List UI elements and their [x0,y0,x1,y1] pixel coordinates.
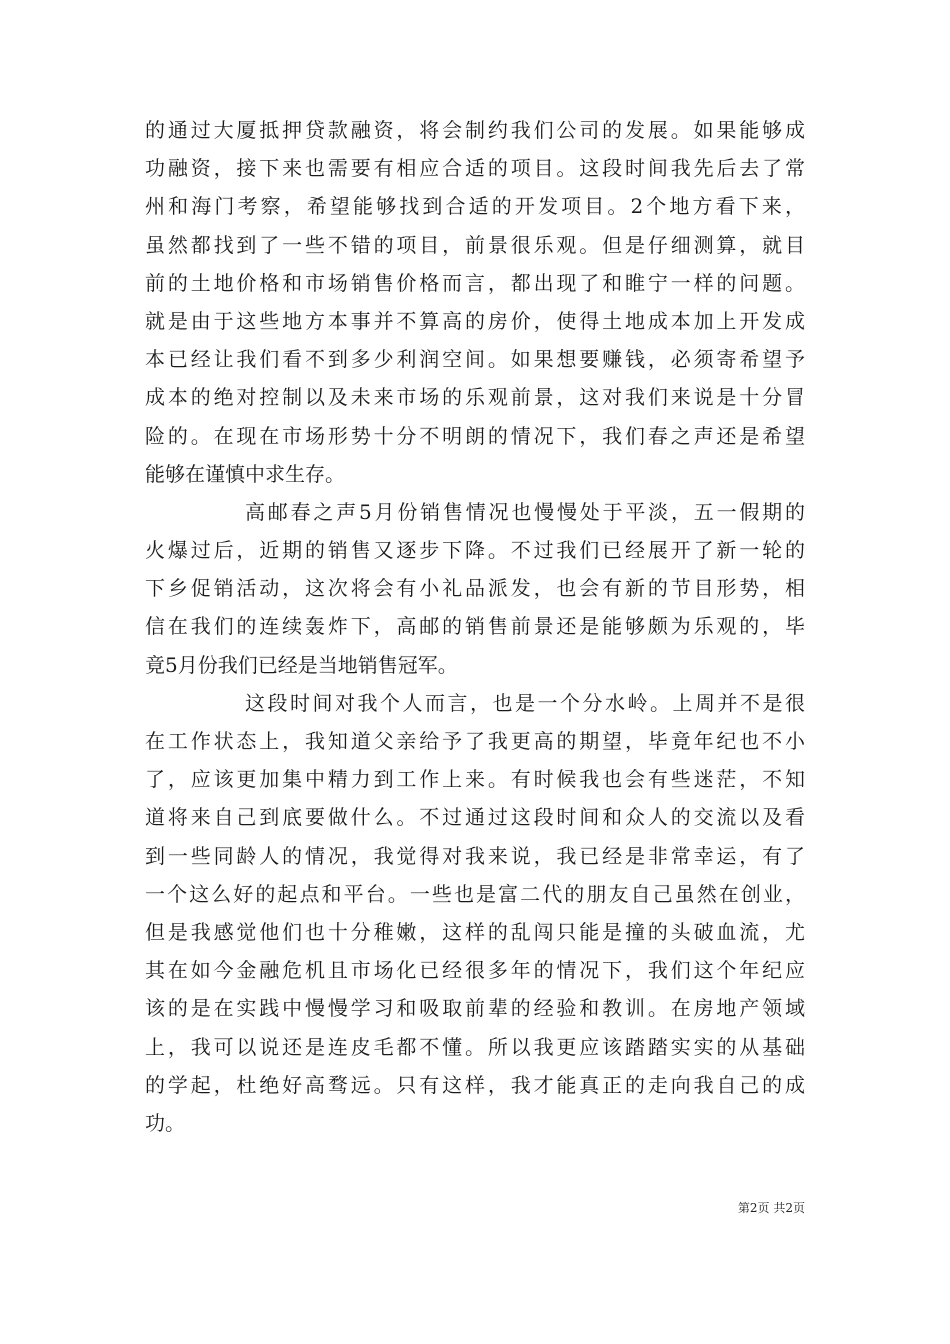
paragraph-line: 了，应该更加集中精力到工作上来。有时候我也会有些迷茫，不知 [145,767,805,792]
paragraph-line: 的通过大厦抵押贷款融资，将会制约我们公司的发展。如果能够成 [145,118,805,142]
paragraph-line: 上，我可以说还是连皮毛都不懂。所以我更应该踏踏实实的从基础 [145,1034,805,1059]
paragraph-line: 到一些同龄人的情况，我觉得对我来说，我已经是非常幸运，有了 [145,843,805,868]
paragraph-line: 这段时间对我个人而言，也是一个分水岭。上周并不是很 [245,690,805,715]
paragraph-line: 本已经让我们看不到多少利润空间。如果想要赚钱，必须寄希望予 [145,347,805,372]
paragraph-2 [145,493,805,684]
paragraph-line: 竟5月份我们已经是当地销售冠军。 [145,652,458,677]
paragraph-3 [145,684,805,1142]
paragraph-line: 能够在谨慎中求生存。 [145,461,345,486]
paragraph-line: 在工作状态上，我知道父亲给予了我更高的期望，毕竟年纪也不小 [145,729,805,753]
paragraph-line: 前的土地价格和市场销售价格而言，都出现了和睢宁一样的问题。 [145,270,805,295]
paragraph-line: 州和海门考察，希望能够找到合适的开发项目。2个地方看下来， [145,194,805,219]
paragraph-line: 该的是在实践中慢慢学习和吸取前辈的经验和教训。在房地产领域 [145,996,805,1021]
paragraph-line: 道将来自己到底要做什么。不过通过这段时间和众人的交流以及看 [145,805,805,830]
paragraph-line: 成本的绝对控制以及未来市场的乐观前景，这对我们来说是十分冒 [145,385,805,410]
paragraph-line: 火爆过后，近期的销售又逐步下降。不过我们已经展开了新一轮的 [145,538,805,563]
paragraph-line: 一个这么好的起点和平台。一些也是富二代的朋友自己虽然在创业， [145,881,805,906]
paragraph-line: 虽然都找到了一些不错的项目，前景很乐观。但是仔细测算，就目 [145,232,805,257]
paragraph-line: 险的。在现在市场形势十分不明朗的情况下，我们春之声还是希望 [145,423,805,448]
paragraph-line: 的学起，杜绝好高骛远。只有这样，我才能真正的走向我自己的成 [145,1072,805,1097]
body-text [145,111,805,1142]
paragraph-line: 下乡促销活动，这次将会有小礼品派发，也会有新的节目形势，相 [145,576,805,601]
paragraph-line: 就是由于这些地方本事并不算高的房价，使得土地成本加上开发成 [145,308,805,333]
paragraph-line: 其在如今金融危机且市场化已经很多年的情况下，我们这个年纪应 [145,958,805,983]
paragraph-1 [145,111,805,493]
paragraph-line: 信在我们的连续轰炸下，高邮的销售前景还是能够颇为乐观的，毕 [145,614,805,639]
paragraph-line: 但是我感觉他们也十分稚嫩，这样的乱闯只能是撞的头破血流，尤 [145,919,805,944]
paragraph-line: 功融资，接下来也需要有相应合适的项目。这段时间我先后去了常 [145,156,805,181]
paragraph-line: 功。 [145,1110,185,1135]
paragraph-line: 高邮春之声5月份销售情况也慢慢处于平淡，五一假期的 [245,499,805,524]
page-number-footer: 第2页 共2页 [737,1201,805,1215]
